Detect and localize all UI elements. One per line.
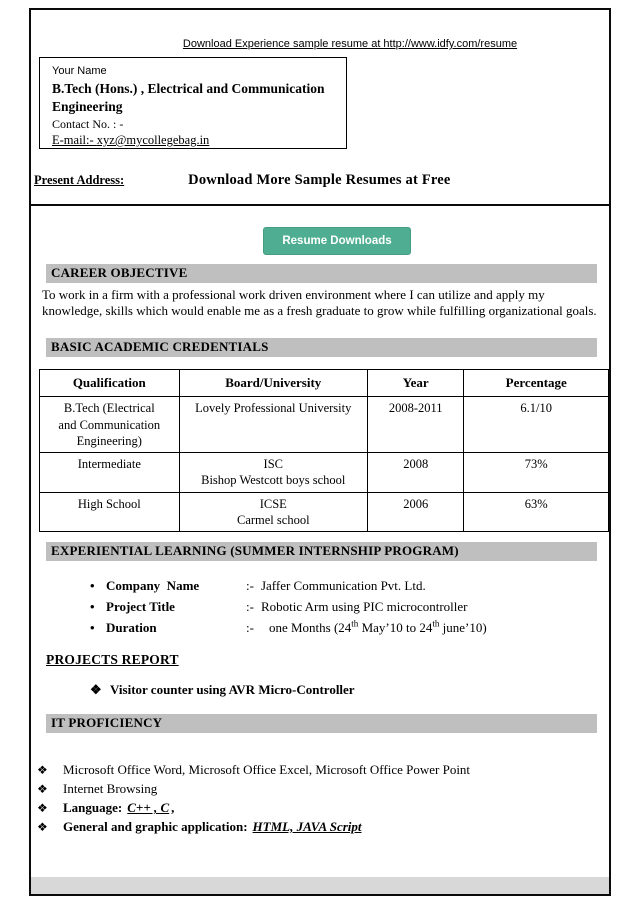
bullet-diamond-icon: ❖: [37, 801, 48, 816]
list-item-language: [37, 800, 609, 816]
contact-number: Contact No. : -: [52, 117, 124, 132]
table-row: [40, 453, 609, 493]
bullet-diamond-icon: ❖: [90, 682, 102, 698]
list-item-duration: [90, 620, 609, 636]
section-header-academic-credentials: BASIC ACADEMIC CREDENTIALS: [46, 338, 597, 357]
your-name-label: Your Name: [52, 65, 107, 77]
bullet-diamond-icon: ❖: [37, 763, 48, 778]
exp-value: Jaffer Communication Pvt. Ltd.: [260, 578, 426, 594]
cell-percentage: 73%: [464, 453, 609, 493]
footer-bar: [31, 877, 609, 894]
section-header-experiential-learning: EXPERIENTIAL LEARNING (SUMMER INTERNSHIP PROGRAM): [46, 542, 597, 561]
section-header-it-proficiency: IT PROFICIENCY: [46, 714, 597, 733]
col-header-qualification: Qualification: [40, 369, 180, 397]
email-value: xyz@mycollegebag.in: [96, 133, 210, 148]
promo-text: Download More Sample Resumes at Free: [188, 172, 451, 188]
project-text: Visitor counter using AVR Micro-Controller: [110, 682, 355, 698]
email-link[interactable]: [52, 133, 336, 148]
degree-line-2: Engineering: [52, 98, 123, 114]
cell-line: B.Tech (Electrical: [63, 401, 155, 416]
it-text: Internet Browsing: [63, 781, 158, 797]
exp-value: [269, 620, 487, 636]
degree-line-1: B.Tech (Hons.) , Electrical and Communication: [52, 81, 325, 96]
cell-qualification: [40, 453, 180, 493]
list-item-company-name: [90, 578, 609, 594]
email-label: E-mail:-: [52, 133, 94, 148]
resume-page: [29, 8, 611, 896]
button-row: [31, 227, 609, 255]
it-value: HTML, JAVA Script: [252, 819, 362, 835]
address-row: [34, 172, 599, 189]
col-header-board: Board/University: [179, 369, 367, 397]
it-proficiency-list: [31, 762, 609, 835]
it-value: C++ , C: [127, 800, 170, 816]
cell-year: 2008: [367, 453, 464, 493]
cell-percentage: 6.1/10: [464, 397, 609, 453]
cell-board: [179, 397, 367, 453]
resume-downloads-button[interactable]: Resume Downloads: [263, 227, 410, 255]
col-header-year: Year: [367, 369, 464, 397]
it-label: General and graphic application:: [63, 819, 248, 835]
list-item-ms-office: [37, 762, 609, 778]
exp-separator: :-: [246, 578, 254, 594]
cell-line: ISC: [263, 457, 283, 472]
academic-table: [39, 369, 609, 533]
bullet-dot-icon: •: [90, 578, 95, 594]
cell-year: 2006: [367, 492, 464, 532]
experiential-list: [31, 578, 609, 636]
bullet-diamond-icon: ❖: [37, 782, 48, 797]
exp-value: Robotic Arm using PIC microcontroller: [260, 599, 468, 615]
list-item-project-title: [90, 599, 609, 615]
table-row: [40, 397, 609, 453]
degree-line: [52, 80, 336, 115]
duration-text: May’10 to 24: [358, 620, 433, 636]
duration-superscript: th: [432, 618, 440, 629]
cell-line: High School: [77, 496, 141, 511]
list-item-project: [90, 682, 609, 698]
col-header-percentage: Percentage: [464, 369, 609, 397]
section-header-projects-report: PROJECTS REPORT: [46, 652, 179, 668]
present-address-label: Present Address:: [34, 173, 125, 187]
cell-line: Intermediate: [77, 457, 141, 472]
it-label: Language:: [63, 800, 123, 816]
cell-year: 2008-2011: [367, 397, 464, 453]
cell-board: [179, 492, 367, 532]
cell-qualification: [40, 492, 180, 532]
bullet-dot-icon: •: [90, 599, 95, 615]
duration-text: one Months (24: [268, 620, 352, 636]
cell-percentage: 63%: [464, 492, 609, 532]
table-header-row: [40, 369, 609, 397]
exp-label: Duration: [106, 620, 157, 636]
career-objective-text: To work in a firm with a professional work driven environment where I can utilize and apply my knowledge, skills which would enable me as a fresh graduate to grow while fulfilling organizational goals.: [42, 287, 597, 319]
list-item-graphic-application: [37, 819, 609, 835]
exp-separator: :-: [246, 599, 254, 615]
table-row: [40, 492, 609, 532]
header-divider: [31, 204, 609, 206]
cell-line: Lovely Professional University: [195, 401, 352, 416]
cell-line: Bishop Westcott boys school: [201, 473, 346, 488]
list-item-internet-browsing: [37, 781, 609, 797]
bullet-diamond-icon: ❖: [37, 820, 48, 835]
name-box: [39, 57, 347, 149]
exp-label: Company Name: [106, 578, 200, 594]
cell-line: Carmel school: [236, 512, 310, 527]
cell-qualification: [40, 397, 180, 453]
cell-line: Engineering): [76, 433, 142, 448]
bullet-dot-icon: •: [90, 620, 95, 636]
cell-line: ICSE: [259, 496, 287, 511]
exp-label: Project Title: [106, 599, 175, 615]
exp-separator: :-: [246, 620, 254, 636]
section-header-career-objective: CAREER OBJECTIVE: [46, 264, 597, 283]
cell-board: [179, 453, 367, 493]
it-trailing: ,: [171, 800, 175, 816]
cell-line: and Communication: [58, 417, 161, 432]
duration-superscript: th: [351, 618, 359, 629]
duration-text: june’10): [439, 620, 487, 636]
it-text: Microsoft Office Word, Microsoft Office Excel, Microsoft Office Power Point: [63, 762, 471, 778]
header-download-link[interactable]: Download Experience sample resume at http://www.idfy.com/resume: [182, 38, 518, 50]
